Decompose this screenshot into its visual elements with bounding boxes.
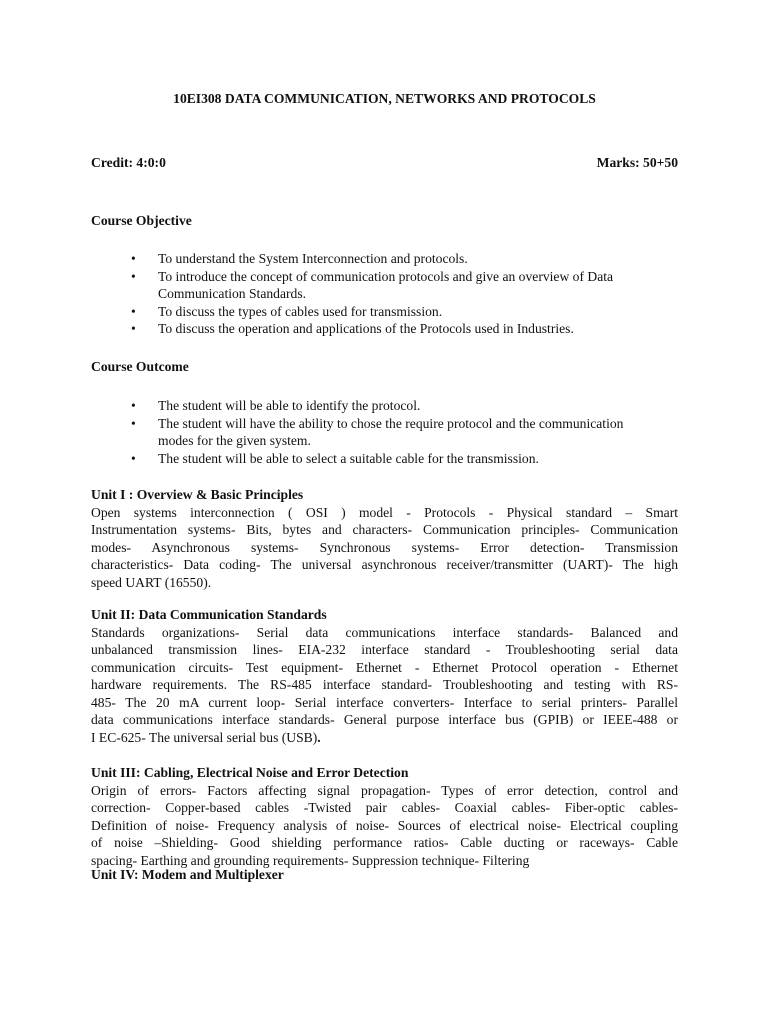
list-item: • The student will be able to select a suitable cable for the transmission. [131, 450, 539, 466]
list-item: • To discuss the operation and applications of the Protocols used in Industries. [131, 321, 574, 336]
list-item-continuation: modes for the given system. [158, 433, 311, 448]
credit-label: Credit: 4:0:0 [91, 155, 166, 170]
bullet-icon: • [131, 303, 136, 319]
unit-2-heading: Unit II: Data Communication Standards [91, 607, 327, 622]
outcomes-list [91, 397, 678, 467]
unit-2-body: Standards organizations- Serial data communications interface standards- Balanced and unbalanced transmission lines- EIA-232 interface standard - Troubleshooting serial data communication circuits- Test equipment- Ethernet - Ethernet Protocol operation - Ethernet hardware requirements. The RS-485 interface standard- Troubleshooting and testing with RS- 485- The 20 mA current loop- Serial interface converters- Interface to serial printers- Parallel data communications interface standards- General purpose interface bus (GPIB) or IEEE-488 or I EC-625- The universal serial bus (USB). [91, 624, 678, 745]
unit-1-heading: Unit I : Overview & Basic Principles [91, 487, 304, 502]
bullet-icon: • [131, 415, 136, 431]
unit-3-heading: Unit III: Cabling, Electrical Noise and Error Detection [91, 765, 409, 780]
marks-label: Marks: 50+50 [596, 155, 678, 170]
bullet-icon: • [131, 251, 136, 266]
unit-1-body: Open systems interconnection ( OSI ) model - Protocols - Physical standard – Smart Instrumentation systems- Bits, bytes and characters- Communication principles- Communication modes- Asynchronous systems- Synchronous systems- Error detection- Transmission characteristics- Data coding- The universal asynchronous receiver/transmitter (UART)- The high speed UART (16550). [91, 504, 678, 590]
unit-3-body: Origin of errors- Factors affecting signal propagation- Types of error detection, control and correction- Copper-based cables -Twisted pair cables- Coaxial cables- Fiber-optic cables- Definition of noise- Frequency analysis of noise- Sources of electrical noise- Electrical coupling of noise –Shielding- Good shielding performance ratios- Cable ducting or raceways- Cable spacing- Earthing and grounding requirements- Suppression technique- Filtering [91, 782, 678, 868]
bullet-icon: • [131, 398, 136, 413]
unit-3-section [91, 764, 678, 869]
unit-1-section [91, 486, 678, 591]
bullet-icon: • [131, 321, 136, 336]
list-item-continuation: Communication Standards. [158, 286, 307, 301]
unit-4-section [91, 866, 678, 884]
objectives-list [91, 250, 678, 338]
list-item: • The student will be able to identify the protocol. [131, 398, 421, 413]
unit-4-heading: Unit IV: Modem and Multiplexer [91, 867, 284, 882]
list-item: • To discuss the types of cables used for transmission. [131, 303, 443, 319]
course-title: 10EI308 DATA COMMUNICATION, NETWORKS AND PROTOCOLS [173, 91, 596, 106]
list-item: • The student will have the ability to chose the require protocol and the communication [131, 415, 624, 431]
unit-2-section [91, 606, 678, 746]
list-item: • To introduce the concept of communication protocols and give an overview of Data [131, 268, 614, 284]
course-outcome-heading: Course Outcome [91, 359, 189, 374]
bullet-icon: • [131, 268, 136, 284]
course-objective-heading: Course Objective [91, 213, 192, 228]
bullet-icon: • [131, 450, 136, 466]
list-item: • To understand the System Interconnection and protocols. [131, 251, 468, 266]
